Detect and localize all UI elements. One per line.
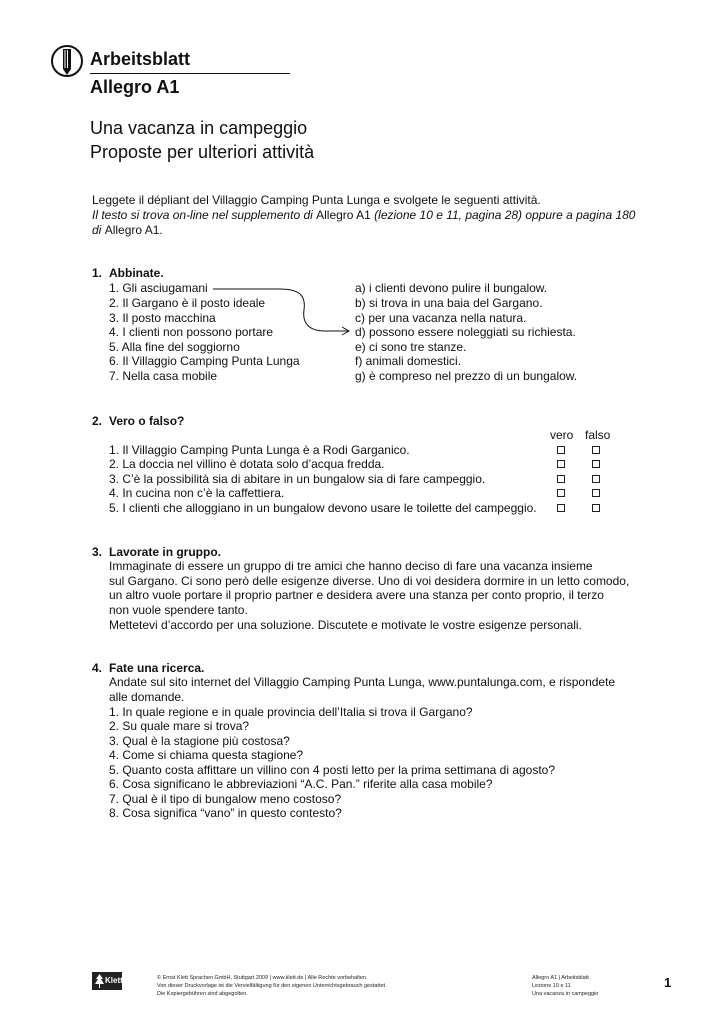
ex1-left-3: 3. Il posto macchina xyxy=(109,311,216,325)
footer-copyright-2: Von dieser Druckvorlage ist die Vervielfältigung für den eigenen Unterrichtsgebrauch gestattet. xyxy=(157,983,387,989)
footer-meta-3: Una vacanza in campeggio xyxy=(532,991,599,997)
ex4-question-3: 3. Qual è la stagione più costosa? xyxy=(109,734,290,748)
footer-copyright-1: © Ernst Klett Sprachen GmbH, Stuttgart 2009 | www.klett.de | Alle Rechte vorbehalten. xyxy=(157,975,368,981)
page-title-line-2: Proposte per ulteriori attività xyxy=(90,142,315,162)
intro-line-3-normal: Allegro A1. xyxy=(104,223,163,237)
ex4-question-5: 5. Quanto costa affittare un villino con 4 posti letto per la prima settimana di agosto? xyxy=(109,763,556,777)
ex2-item-3: 3. C’è la possibilità sia di abitare in un bungalow sia di fare campeggio. xyxy=(109,472,486,486)
ex4-question-8: 8. Cosa significa “vano” in questo contesto? xyxy=(109,806,342,820)
ex3-line-5: Mettetevi d’accordo per una soluzione. Discutete e motivate le vostre esigenze personali. xyxy=(109,618,582,632)
footer-meta-2: Lezione 10 e 11 xyxy=(532,983,571,989)
footer-copyright-3: Die Kopiergebühren sind abgegolten. xyxy=(157,991,248,997)
ex1-right-f: f) animali domestici. xyxy=(355,354,462,368)
intro-line-2-italic-a: Il testo si trova on-line nel supplemento di xyxy=(92,208,317,222)
ex2-title: Vero o falso? xyxy=(109,414,185,428)
footer-meta-1: Allegro A1 | Arbeitsblatt xyxy=(532,975,589,981)
ex1-right-b: b) si trova in una baia del Gargano. xyxy=(355,296,543,310)
ex3-title: Lavorate in gruppo. xyxy=(109,545,222,559)
header-title: Arbeitsblatt xyxy=(90,49,191,69)
ex4-question-7: 7. Qual è il tipo di bungalow meno costoso? xyxy=(109,792,342,806)
intro-line-3-italic: di xyxy=(92,223,105,237)
ex3-line-1: Immaginate di essere un gruppo di tre amici che hanno deciso di fare una vacanza insieme xyxy=(109,559,593,573)
intro-line-2 xyxy=(92,208,635,223)
intro-line-2-normal: Allegro A1 xyxy=(316,208,371,222)
ex3-number: 3. xyxy=(92,545,103,559)
ex2-checkbox-vero-3[interactable] xyxy=(557,475,565,483)
klett-logo-text: Klett xyxy=(105,976,123,985)
ex4-question-6: 6. Cosa significano le abbreviazioni “A.C. Pan.” riferite alla casa mobile? xyxy=(109,777,493,791)
ex1-left-2: 2. Il Gargano è il posto ideale xyxy=(109,296,266,310)
ex4-line-1: Andate sul sito internet del Villaggio Camping Punta Lunga, www.puntalunga.com, e rispondete xyxy=(109,675,616,689)
ex1-left-6: 6. Il Villaggio Camping Punta Lunga xyxy=(109,354,300,368)
ex4-line-2: alle domande. xyxy=(109,690,185,704)
ex2-number: 2. xyxy=(92,414,103,428)
ex1-example-arrow xyxy=(200,280,360,340)
ex2-checkbox-falso-2[interactable] xyxy=(592,460,600,468)
ex4-title: Fate una ricerca. xyxy=(109,661,205,675)
ex2-item-1: 1. Il Villaggio Camping Punta Lunga è a Rodi Garganico. xyxy=(109,443,410,457)
ex4-number: 4. xyxy=(92,661,103,675)
ex1-left-4: 4. I clienti non possono portare xyxy=(109,325,274,339)
intro-line-1: Leggete il dépliant del Villaggio Camping Punta Lunga e svolgete le seguenti attività. xyxy=(92,193,541,207)
ex2-item-5: 5. I clienti che alloggiano in un bungalow devono usare le toilette del campeggio. xyxy=(109,501,537,515)
ex1-right-c: c) per una vacanza nella natura. xyxy=(355,311,527,325)
ex1-left-1: 1. Gli asciugamani xyxy=(109,281,208,295)
page-number: 1 xyxy=(664,975,672,990)
ex3-line-3: un altro vuole portare il proprio partner e desidera avere una stanza per conto proprio, il terzo xyxy=(109,588,604,602)
ex1-left-7: 7. Nella casa mobile xyxy=(109,369,218,383)
ex1-right-d: d) possono essere noleggiati su richiesta. xyxy=(355,325,576,339)
ex2-checkbox-vero-2[interactable] xyxy=(557,460,565,468)
ex1-title: Abbinate. xyxy=(109,266,164,280)
ex4-question-1: 1. In quale regione e in quale provincia dell’Italia si trova il Gargano? xyxy=(109,705,473,719)
ex4-question-4: 4. Come si chiama questa stagione? xyxy=(109,748,304,762)
ex3-line-4: non vuole spendere tanto. xyxy=(109,603,248,617)
ex2-item-2: 2. La doccia nel villino è dotata solo d’acqua fredda. xyxy=(109,457,385,471)
ex2-item-4: 4. In cucina non c’è la caffettiera. xyxy=(109,486,285,500)
ex3-line-2: sul Gargano. Ci sono però delle esigenze diverse. Uno di voi desidera dormire in un letto comodo, xyxy=(109,574,630,588)
header-divider xyxy=(90,73,290,74)
ex2-checkbox-falso-5[interactable] xyxy=(592,504,600,512)
ex1-right-e: e) ci sono tre stanze. xyxy=(355,340,467,354)
ex2-col-vero: vero xyxy=(550,428,574,442)
header-icon xyxy=(50,44,84,78)
page-title-line-1: Una vacanza in campeggio xyxy=(90,118,308,138)
ex1-right-a: a) i clienti devono pulire il bungalow. xyxy=(355,281,548,295)
ex2-checkbox-vero-1[interactable] xyxy=(557,446,565,454)
ex1-right-g: g) è compreso nel prezzo di un bungalow. xyxy=(355,369,578,383)
ex4-question-2: 2. Su quale mare si trova? xyxy=(109,719,250,733)
klett-logo xyxy=(92,972,122,990)
ex2-checkbox-falso-3[interactable] xyxy=(592,475,600,483)
header-subtitle: Allegro A1 xyxy=(90,77,180,97)
intro-line-2-italic-b: (lezione 10 e 11, pagina 28) oppure a pagina 180 xyxy=(370,208,636,222)
ex2-col-falso: falso xyxy=(585,428,611,442)
ex1-number: 1. xyxy=(92,266,103,280)
intro-line-3 xyxy=(92,223,163,238)
ex2-checkbox-vero-5[interactable] xyxy=(557,504,565,512)
ex1-left-5: 5. Alla fine del soggiorno xyxy=(109,340,240,354)
ex2-checkbox-falso-4[interactable] xyxy=(592,489,600,497)
ex2-checkbox-vero-4[interactable] xyxy=(557,489,565,497)
ex2-checkbox-falso-1[interactable] xyxy=(592,446,600,454)
